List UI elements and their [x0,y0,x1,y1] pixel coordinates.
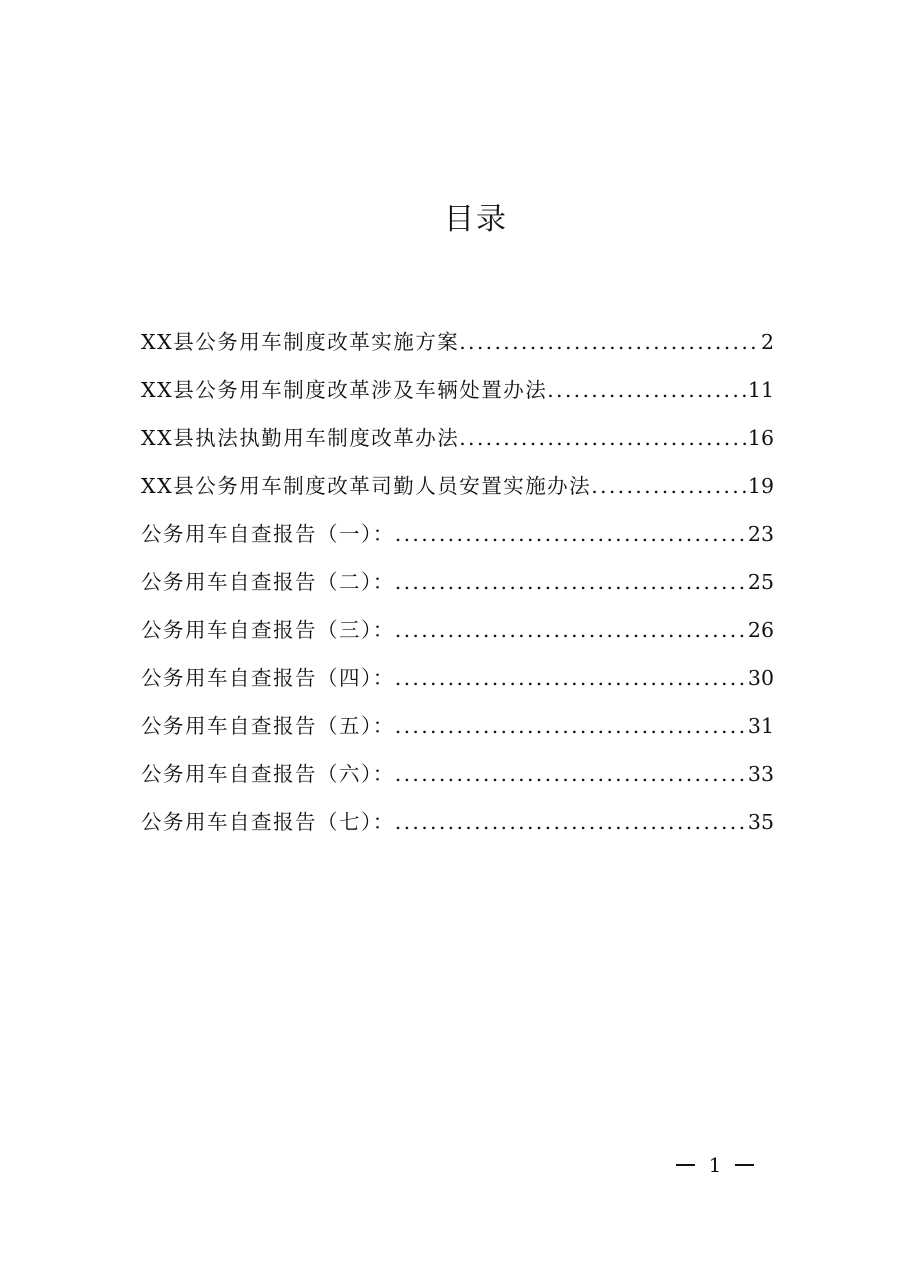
toc-entry-title: 公务用车自查报告（四）： [141,666,395,690]
dot-leader [395,702,747,750]
footer-dash-left [676,1164,695,1166]
dot-leader [459,414,747,462]
toc-page-number: 19 [747,474,774,498]
dot-leader [395,558,747,606]
toc-page-number: 33 [747,762,774,786]
toc-entry[interactable] [141,702,774,750]
toc-title: 目录 [444,202,508,237]
dot-leader [459,318,760,366]
dot-leader [395,654,747,702]
toc-entry-title: XX县执法执勤用车制度改革办法 [141,426,460,450]
toc-entry[interactable] [141,798,774,846]
toc-entry[interactable] [141,318,774,366]
toc-entry-title: 公务用车自查报告（三）： [141,618,395,642]
toc-entry-title: 公务用车自查报告（六）： [141,762,395,786]
toc-entry-title: 公务用车自查报告（五）： [141,714,395,738]
toc-page-number: 11 [747,378,774,402]
footer-dash-right [735,1164,754,1166]
toc-entry[interactable] [141,558,774,606]
toc-entry[interactable] [141,366,774,414]
toc-entry[interactable] [141,750,774,798]
toc-entry[interactable] [141,510,774,558]
toc-entry[interactable] [141,462,774,510]
toc-entry-title: 公务用车自查报告（二）： [141,570,395,594]
toc-page-number: 30 [747,666,774,690]
toc-page-number: 16 [747,426,774,450]
dot-leader [591,462,747,510]
dot-leader [395,510,747,558]
toc-page-number: 35 [747,810,774,834]
dot-leader [395,606,747,654]
toc-entry-title: 公务用车自查报告（七）： [141,810,395,834]
toc-page-number: 31 [747,714,774,738]
toc-page-number: 26 [747,618,774,642]
toc-entry-title: XX县公务用车制度改革司勤人员安置实施办法 [141,474,592,498]
toc-page-number: 25 [747,570,774,594]
table-of-contents [141,318,774,846]
dot-leader [395,750,747,798]
toc-entry[interactable] [141,414,774,462]
toc-entry[interactable] [141,654,774,702]
toc-entry-title: XX县公务用车制度改革涉及车辆处置办法 [141,378,548,402]
footer-page-number: 1 [708,1153,722,1177]
page-footer [676,1150,754,1180]
toc-page-number: 23 [747,522,774,546]
dot-leader [547,366,747,414]
toc-entry-title: 公务用车自查报告（一）： [141,522,395,546]
toc-entry-title: XX县公务用车制度改革实施方案 [141,330,460,354]
dot-leader [395,798,747,846]
toc-page-number: 2 [760,330,774,354]
toc-entry[interactable] [141,606,774,654]
